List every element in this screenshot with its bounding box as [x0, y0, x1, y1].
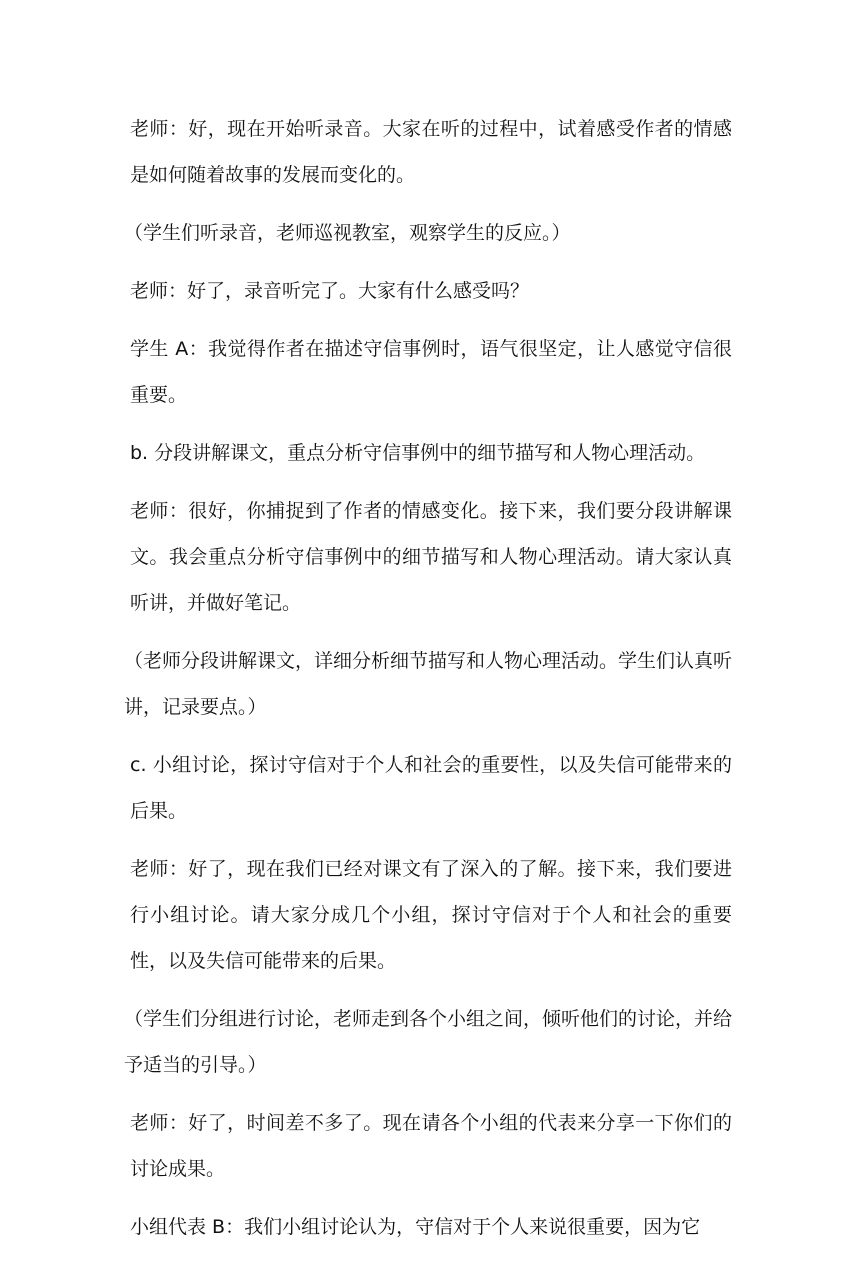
paragraph-step-c: c. 小组讨论，探讨守信对于个人和社会的重要性，以及失信可能带来的后果。 [130, 754, 732, 822]
paragraph-teacher-explain: 老师：很好，你捕捉到了作者的情感变化。接下来，我们要分段讲解课文。我会重点分析守信事例中的细节描写和人物心理活动。请大家认真听讲，并做好笔记。 [130, 500, 732, 614]
paragraph-teacher-group-discussion: 老师：好了，现在我们已经对课文有了深入的了解。接下来，我们要进行小组讨论。请大家分成几个小组，探讨守信对于个人和社会的重要性，以及失信可能带来的后果。 [130, 858, 732, 972]
paragraph-teacher-share: 老师：好了，时间差不多了。现在请各个小组的代表来分享一下你们的讨论成果。 [130, 1112, 732, 1180]
paragraph-student-a: 学生 A：我觉得作者在描述守信事例时，语气很坚定，让人感觉守信很重要。 [130, 338, 732, 406]
paragraph-group-rep-b: 小组代表 B：我们小组讨论认为，守信对于个人来说很重要，因为它 [130, 1216, 701, 1238]
paragraph-teacher-start-recording: 老师：好，现在开始听录音。大家在听的过程中，试着感受作者的情感是如何随着故事的发展而变化的。 [130, 118, 732, 186]
paragraph-teacher-recording-done: 老师：好了，录音听完了。大家有什么感受吗？ [130, 280, 530, 302]
document-body [124, 106, 733, 1262]
paragraph-step-b: b. 分段讲解课文，重点分析守信事例中的细节描写和人物心理活动。 [130, 442, 706, 464]
paragraph-students-listen: （学生们听录音，老师巡视教室，观察学生的反应。） [124, 222, 571, 244]
paragraph-students-discuss: （学生们分组进行讨论，老师走到各个小组之间，倾听他们的讨论，并给予适当的引导。） [124, 1008, 733, 1076]
paragraph-teacher-explains-text: （老师分段讲解课文，详细分析细节描写和人物心理活动。学生们认真听讲，记录要点。） [124, 650, 733, 718]
